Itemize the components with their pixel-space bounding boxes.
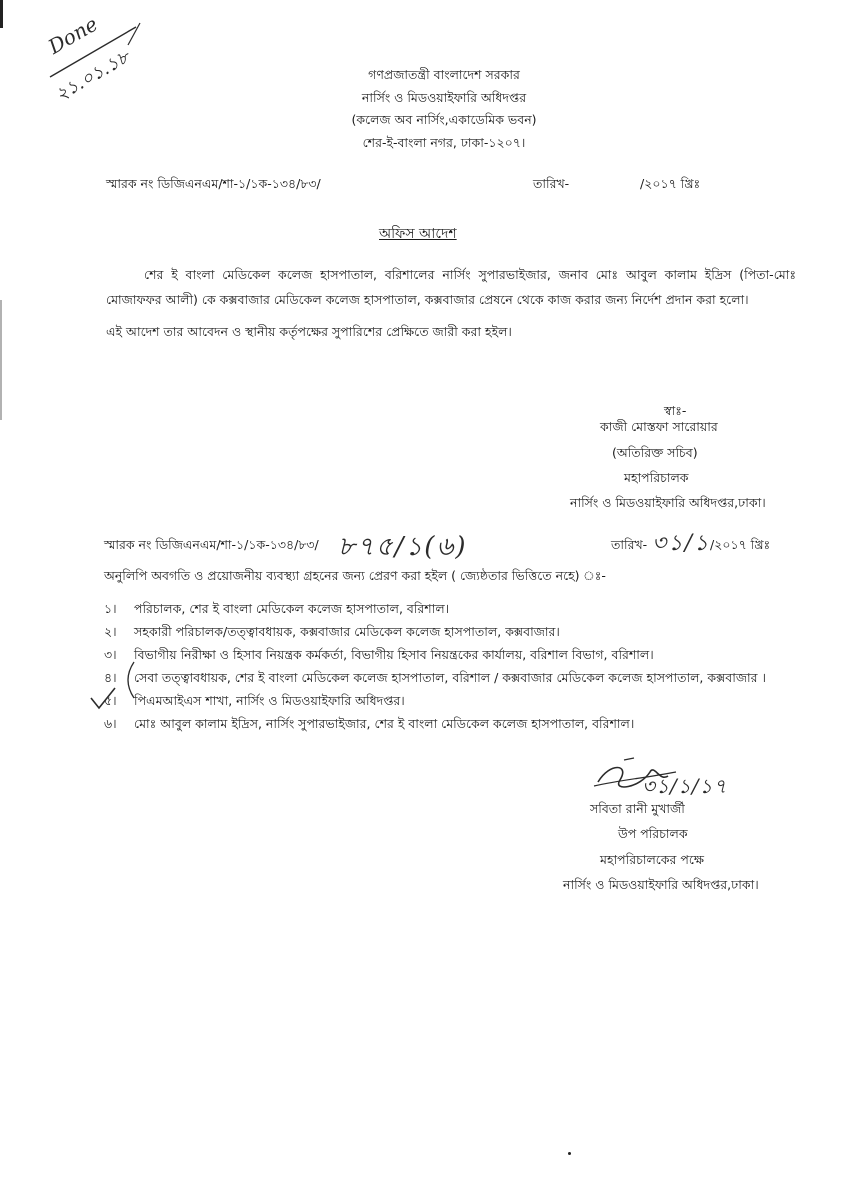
- scan-dot: [568, 1152, 571, 1155]
- signature2-designation: উপ পরিচালক: [618, 826, 688, 841]
- letterhead-department: নার্সিং ও মিডওয়াইফারি অধিদপ্তর: [361, 89, 527, 105]
- scan-edge-mark: [0, 300, 2, 420]
- order-paragraph: শের ই বাংলা মেডিকেল কলেজ হাসপাতাল, বরিশালের নার্সিং সুপারভাইজার, জনাব মোঃ আবুল কালাম ইদ্রিস (পিতা-মোঃ মোজাফফর আলী) কে কক্সবাজার মেডিকেল কলেজ হাসপাতাল, কক্সবাজার প্রেষনে থেকে কাজ করার জন্য নির্দেশ প্রদান করা হলো।: [106, 267, 796, 307]
- checkmark-icon: [88, 684, 118, 714]
- memo-date-value: /২০১৭ খ্রিঃ: [640, 176, 701, 191]
- scan-edge-mark: [0, 0, 3, 28]
- order-note: এই আদেশ তার আবেদন ও স্থানীয় কর্তৃপক্ষের সুপারিশের প্রেক্ষিতে জারী করা হইল।: [106, 324, 512, 339]
- memo2-ref-number: স্মারক নং ডিজিএনএম/শা-১/১ক-১৩৪/৮৩/: [104, 537, 319, 552]
- signature2-name: সবিতা রানী মুখার্জী: [590, 801, 685, 816]
- memo2-date-handwritten: ৩১/১: [652, 531, 711, 556]
- signature-office: নার্সিং ও মিডওয়াইফারি অধিদপ্তর,ঢাকা।: [570, 495, 766, 510]
- memo2-date-label: তারিখ-: [611, 537, 648, 552]
- letterhead-govt: গণপ্রজাতন্ত্রী বাংলাদেশ সরকার: [368, 67, 520, 82]
- signature2-date-handwritten: ৩১/১/১৭: [642, 774, 728, 798]
- signature2-office: নার্সিং ও মিডওয়াইফারি অধিদপ্তর,ঢাকা।: [563, 877, 759, 892]
- signature-name: কাজী মোস্তফা সারোয়ার: [600, 419, 718, 434]
- bracket-mark: [118, 660, 138, 700]
- memo2-ref-handwritten: ৮৭৫/১(৬): [338, 532, 468, 562]
- signature-role: মহাপরিচালক: [624, 470, 689, 485]
- list-item: ৪। সেবা তত্ত্বাবধায়ক, শের ই বাংলা মেডিকেল কলেজ হাসপাতাল, বরিশাল / কক্সবাজার মেডিকেল কলেজ হাসপাতাল, কক্সবাজার ।: [104, 670, 766, 685]
- signature2-on-behalf: মহাপরিচালকের পক্ষে: [600, 852, 705, 867]
- letterhead-building: (কলেজ অব নার্সিং,একাডেমিক ভবন): [351, 112, 537, 127]
- order-title: অফিস আদেশ: [379, 226, 457, 242]
- memo-ref-number: স্মারক নং ডিজিএনএম/শা-১/১ক-১৩৪/৮৩/: [106, 176, 321, 191]
- distribution-list: [104, 597, 804, 735]
- list-item: ৬। মোঃ আবুল কালাম ইদ্রিস, নার্সিং সুপারভাইজার, শের ই বাংলা মেডিকেল কলেজ হাসপাতাল, বরিশাল।: [104, 716, 635, 731]
- memo2-date-suffix: /২০১৭ খ্রিঃ: [710, 537, 771, 552]
- list-item: ৫। পিএমআইএস শাখা, নার্সিং ও মিডওয়াইফারি অধিদপ্তর।: [104, 693, 405, 708]
- distribution-intro: অনুলিপি অবগতি ও প্রয়োজনীয় ব্যবস্থ্যা গ্রহনের জন্য প্রেরণ করা হইল ( জ্যেষ্ঠতার ভিত্তিতে নহে) ঃ-: [104, 568, 606, 583]
- signature-designation: (অতিরিক্ত সচিব): [612, 445, 698, 460]
- list-item: ২। সহকারী পরিচালক/তত্ত্বাবধায়ক, কক্সবাজার মেডিকেল কলেজ হাসপাতাল, কক্সবাজার।: [104, 624, 560, 639]
- signature-sd: স্বাঃ-: [664, 403, 687, 418]
- memo-date-label: তারিখ-: [533, 176, 570, 191]
- letterhead-address: শের-ই-বাংলা নগর, ঢাকা-১২০৭।: [362, 134, 526, 150]
- list-item: ৩। বিভাগীয় নিরীক্ষা ও হিসাব নিয়ন্ত্রক কর্মকর্তা, বিভাগীয় হিসাব নিয়ন্ত্রকের কার্যালয়, বরিশাল বিভাগ, বরিশাল।: [104, 647, 654, 662]
- done-text: Done: [44, 11, 102, 59]
- list-item: ১। পরিচালক, শের ই বাংলা মেডিকেল কলেজ হাসপাতাল, বরিশাল।: [104, 601, 450, 616]
- done-annotation-strokes: [40, 15, 150, 125]
- done-date: ২১.০১.১৮: [52, 46, 134, 106]
- letterhead: [329, 64, 559, 154]
